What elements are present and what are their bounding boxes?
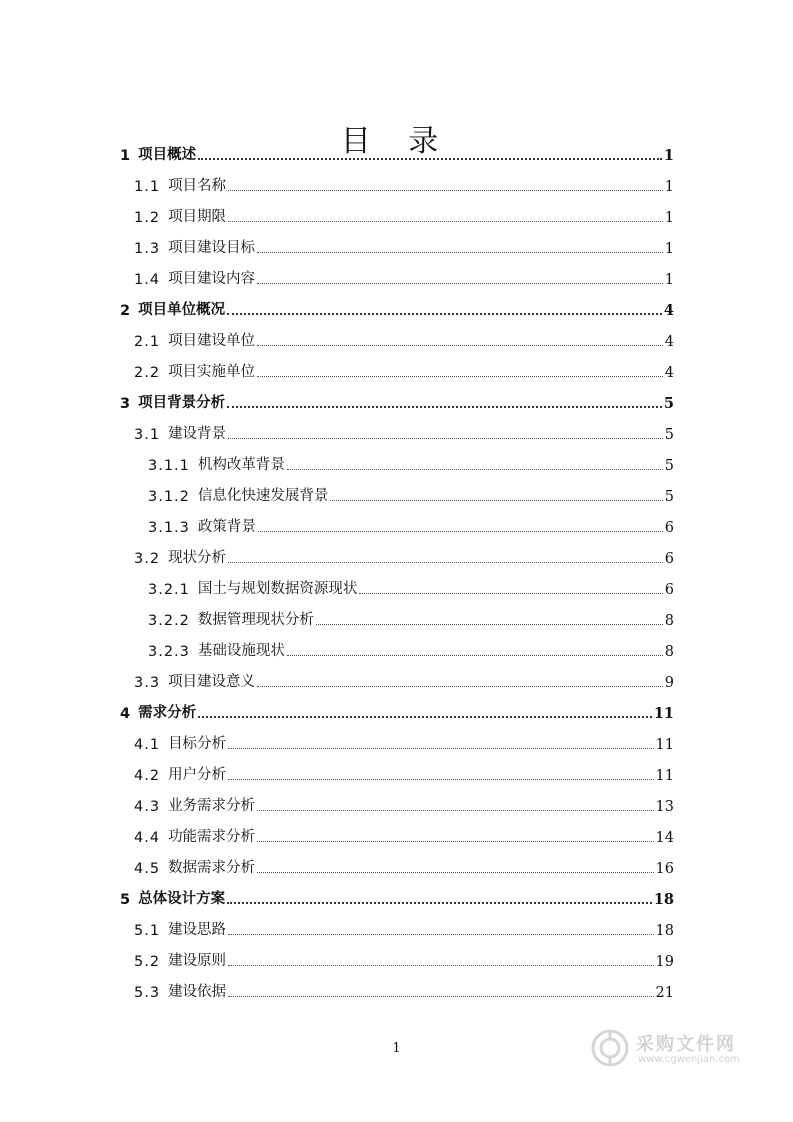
toc-entry[interactable] xyxy=(134,815,674,846)
toc-dot-leader xyxy=(198,158,662,160)
toc-entry-page: 6 xyxy=(664,520,674,536)
toc-entry[interactable] xyxy=(134,164,674,195)
toc-entry-page: 6 xyxy=(664,551,674,567)
toc-dot-leader xyxy=(257,810,653,811)
toc-entry-page: 5 xyxy=(663,395,674,412)
toc-entry[interactable] xyxy=(134,536,674,567)
toc-entry-title: 目标分析 xyxy=(168,736,227,752)
toc-entry-page: 11 xyxy=(655,768,674,784)
toc-entry-page: 5 xyxy=(664,427,674,443)
toc-dot-leader xyxy=(228,221,663,222)
toc-entry-page: 4 xyxy=(664,334,674,350)
toc-entry-page: 5 xyxy=(664,458,674,474)
toc-entry-number: 1.4 xyxy=(134,272,161,288)
toc-entry[interactable] xyxy=(120,691,674,722)
toc-entry[interactable] xyxy=(148,629,674,660)
toc-dot-leader xyxy=(287,469,663,470)
toc-dot-leader xyxy=(257,252,663,253)
toc-entry-title: 用户分析 xyxy=(168,767,227,783)
toc-entry[interactable] xyxy=(134,660,674,691)
toc-entry-page: 9 xyxy=(664,675,674,691)
toc-entry-page: 11 xyxy=(653,705,674,722)
watermark xyxy=(590,1028,750,1072)
toc-entry-title: 项目建设内容 xyxy=(168,271,256,287)
toc-entry-title: 政策背景 xyxy=(197,519,256,535)
toc-dot-leader xyxy=(258,531,663,532)
toc-entry-title: 建设依据 xyxy=(168,984,227,1000)
toc-entry-page: 18 xyxy=(653,891,674,908)
toc-dot-leader xyxy=(257,283,663,284)
toc-dot-leader xyxy=(257,376,663,377)
toc-entry-number: 3.2 xyxy=(134,551,161,567)
toc-entry-number: 3.1.1 xyxy=(148,458,190,474)
toc-dot-leader xyxy=(228,996,653,997)
toc-entry-title: 项目建设目标 xyxy=(168,240,256,256)
toc-entry-page: 21 xyxy=(655,985,674,1001)
toc-entry-page: 16 xyxy=(655,861,674,877)
toc-entry-title: 总体设计方案 xyxy=(138,891,226,907)
toc-dot-leader xyxy=(228,438,663,439)
toc-entry[interactable] xyxy=(120,381,674,412)
toc-entry-number: 1.1 xyxy=(134,179,161,195)
toc-entry-page: 1 xyxy=(664,179,674,195)
toc-dot-leader xyxy=(227,406,662,408)
toc-entry[interactable] xyxy=(134,939,674,970)
toc-entry-page: 8 xyxy=(664,644,674,660)
toc-dot-leader xyxy=(330,500,662,501)
toc-entry-number: 4.4 xyxy=(134,830,161,846)
toc-entry[interactable] xyxy=(134,753,674,784)
toc-entry-number: 1.3 xyxy=(134,241,161,257)
toc-entry-number: 3.1.2 xyxy=(148,489,190,505)
toc-entry-number: 3.3 xyxy=(134,675,161,691)
toc-entry[interactable] xyxy=(134,257,674,288)
toc-entry[interactable] xyxy=(120,133,674,164)
toc-entry-page: 1 xyxy=(663,147,674,164)
toc-entry-number: 3.2.1 xyxy=(148,582,190,598)
toc-entry-number: 5 xyxy=(120,892,131,908)
toc-entry-title: 项目建设单位 xyxy=(168,333,256,349)
toc-entry-number: 4.2 xyxy=(134,768,161,784)
toc-entry[interactable] xyxy=(134,412,674,443)
toc-entry-page: 1 xyxy=(664,210,674,226)
toc-entry[interactable] xyxy=(148,567,674,598)
toc-entry-title: 建设原则 xyxy=(168,953,227,969)
toc-dot-leader xyxy=(198,716,652,718)
toc-entry-page: 18 xyxy=(655,923,674,939)
toc-entry-number: 4.1 xyxy=(134,737,161,753)
toc-entry-page: 8 xyxy=(664,613,674,629)
toc-entry-title: 建设背景 xyxy=(168,426,227,442)
toc-dot-leader xyxy=(228,965,653,966)
toc-entry-number: 2.2 xyxy=(134,365,161,381)
toc-entry-title: 功能需求分析 xyxy=(168,829,256,845)
toc-entry[interactable] xyxy=(134,195,674,226)
toc-entry-page: 11 xyxy=(655,737,674,753)
toc-dot-leader xyxy=(257,345,663,346)
toc-entry-title: 信息化快速发展背景 xyxy=(197,488,329,504)
toc-entry-title: 项目实施单位 xyxy=(168,364,256,380)
toc-dot-leader xyxy=(257,841,653,842)
toc-entry-title: 项目概述 xyxy=(138,147,197,163)
toc-dot-leader xyxy=(359,593,662,594)
toc-dot-leader xyxy=(287,655,663,656)
toc-entry[interactable] xyxy=(148,505,674,536)
toc-entry-page: 13 xyxy=(655,799,674,815)
toc-entry-page: 1 xyxy=(664,241,674,257)
toc-entry-number: 3.2.3 xyxy=(148,644,190,660)
toc-entry-number: 5.1 xyxy=(134,923,161,939)
toc-dot-leader xyxy=(257,872,653,873)
toc-entry-number: 4 xyxy=(120,706,131,722)
toc-entry-number: 1 xyxy=(120,148,131,164)
toc-entry-number: 3.2.2 xyxy=(148,613,190,629)
toc-entry[interactable] xyxy=(148,443,674,474)
toc-entry-number: 5.3 xyxy=(134,985,161,1001)
toc-entry[interactable] xyxy=(134,908,674,939)
toc-entry-title: 需求分析 xyxy=(138,705,197,721)
toc-entry-title: 现状分析 xyxy=(168,550,227,566)
toc-entry-number: 4.3 xyxy=(134,799,161,815)
toc-dot-leader xyxy=(228,562,663,563)
toc-entry-page: 19 xyxy=(655,954,674,970)
toc-dot-leader xyxy=(227,902,652,904)
toc-entry-number: 2.1 xyxy=(134,334,161,350)
toc-entry-page: 4 xyxy=(664,365,674,381)
toc-entry-number: 3.1.3 xyxy=(148,520,190,536)
toc-entry-title: 项目单位概况 xyxy=(138,302,226,318)
toc-entry-title: 项目建设意义 xyxy=(168,674,256,690)
toc-entry-number: 3.1 xyxy=(134,427,161,443)
toc-entry-number: 2 xyxy=(120,303,131,319)
toc-dot-leader xyxy=(228,748,653,749)
toc-entry[interactable] xyxy=(120,877,674,908)
toc-entry-title: 项目期限 xyxy=(168,209,227,225)
toc-entry-page: 1 xyxy=(664,272,674,288)
toc-entry-number: 5.2 xyxy=(134,954,161,970)
toc-entry-page: 6 xyxy=(664,582,674,598)
toc-dot-leader xyxy=(257,686,663,687)
page-number: 1 xyxy=(392,1041,401,1056)
toc-dot-leader xyxy=(316,624,663,625)
toc-entry[interactable] xyxy=(134,846,674,877)
watermark-url: www.cgwenjian.com xyxy=(638,1054,740,1065)
toc-entry-title: 数据管理现状分析 xyxy=(197,612,314,628)
toc-title: 目 录 xyxy=(340,124,453,160)
watermark-logo-icon xyxy=(590,1028,630,1068)
toc-entry[interactable] xyxy=(134,970,674,1001)
toc-entry-title: 数据需求分析 xyxy=(168,860,256,876)
toc-entry-title: 项目名称 xyxy=(168,178,227,194)
toc-entry-page: 14 xyxy=(655,830,674,846)
toc-dot-leader xyxy=(227,313,662,315)
toc-entry-title: 项目背景分析 xyxy=(138,395,226,411)
toc-entry[interactable] xyxy=(148,474,674,505)
watermark-name: 采购文件网 xyxy=(636,1034,736,1055)
toc-entry[interactable] xyxy=(134,350,674,381)
toc-entry[interactable] xyxy=(148,598,674,629)
toc-entry[interactable] xyxy=(134,722,674,753)
toc-entry-page: 5 xyxy=(664,489,674,505)
toc-entry-number: 1.2 xyxy=(134,210,161,226)
toc-entry[interactable] xyxy=(134,319,674,350)
toc-entry-number: 3 xyxy=(120,396,131,412)
toc-entry-number: 4.5 xyxy=(134,861,161,877)
toc-entry[interactable] xyxy=(134,784,674,815)
toc-dot-leader xyxy=(228,779,653,780)
toc-dot-leader xyxy=(228,190,663,191)
toc-entry-title: 机构改革背景 xyxy=(197,457,285,473)
toc-entry-title: 国土与规划数据资源现状 xyxy=(197,581,358,597)
toc-entry[interactable] xyxy=(120,288,674,319)
toc-entry-title: 建设思路 xyxy=(168,922,227,938)
toc-entry[interactable] xyxy=(134,226,674,257)
toc-entry-title: 基础设施现状 xyxy=(197,643,285,659)
toc-entry-title: 业务需求分析 xyxy=(168,798,256,814)
toc-dot-leader xyxy=(228,934,653,935)
toc-entry-page: 4 xyxy=(663,302,674,319)
